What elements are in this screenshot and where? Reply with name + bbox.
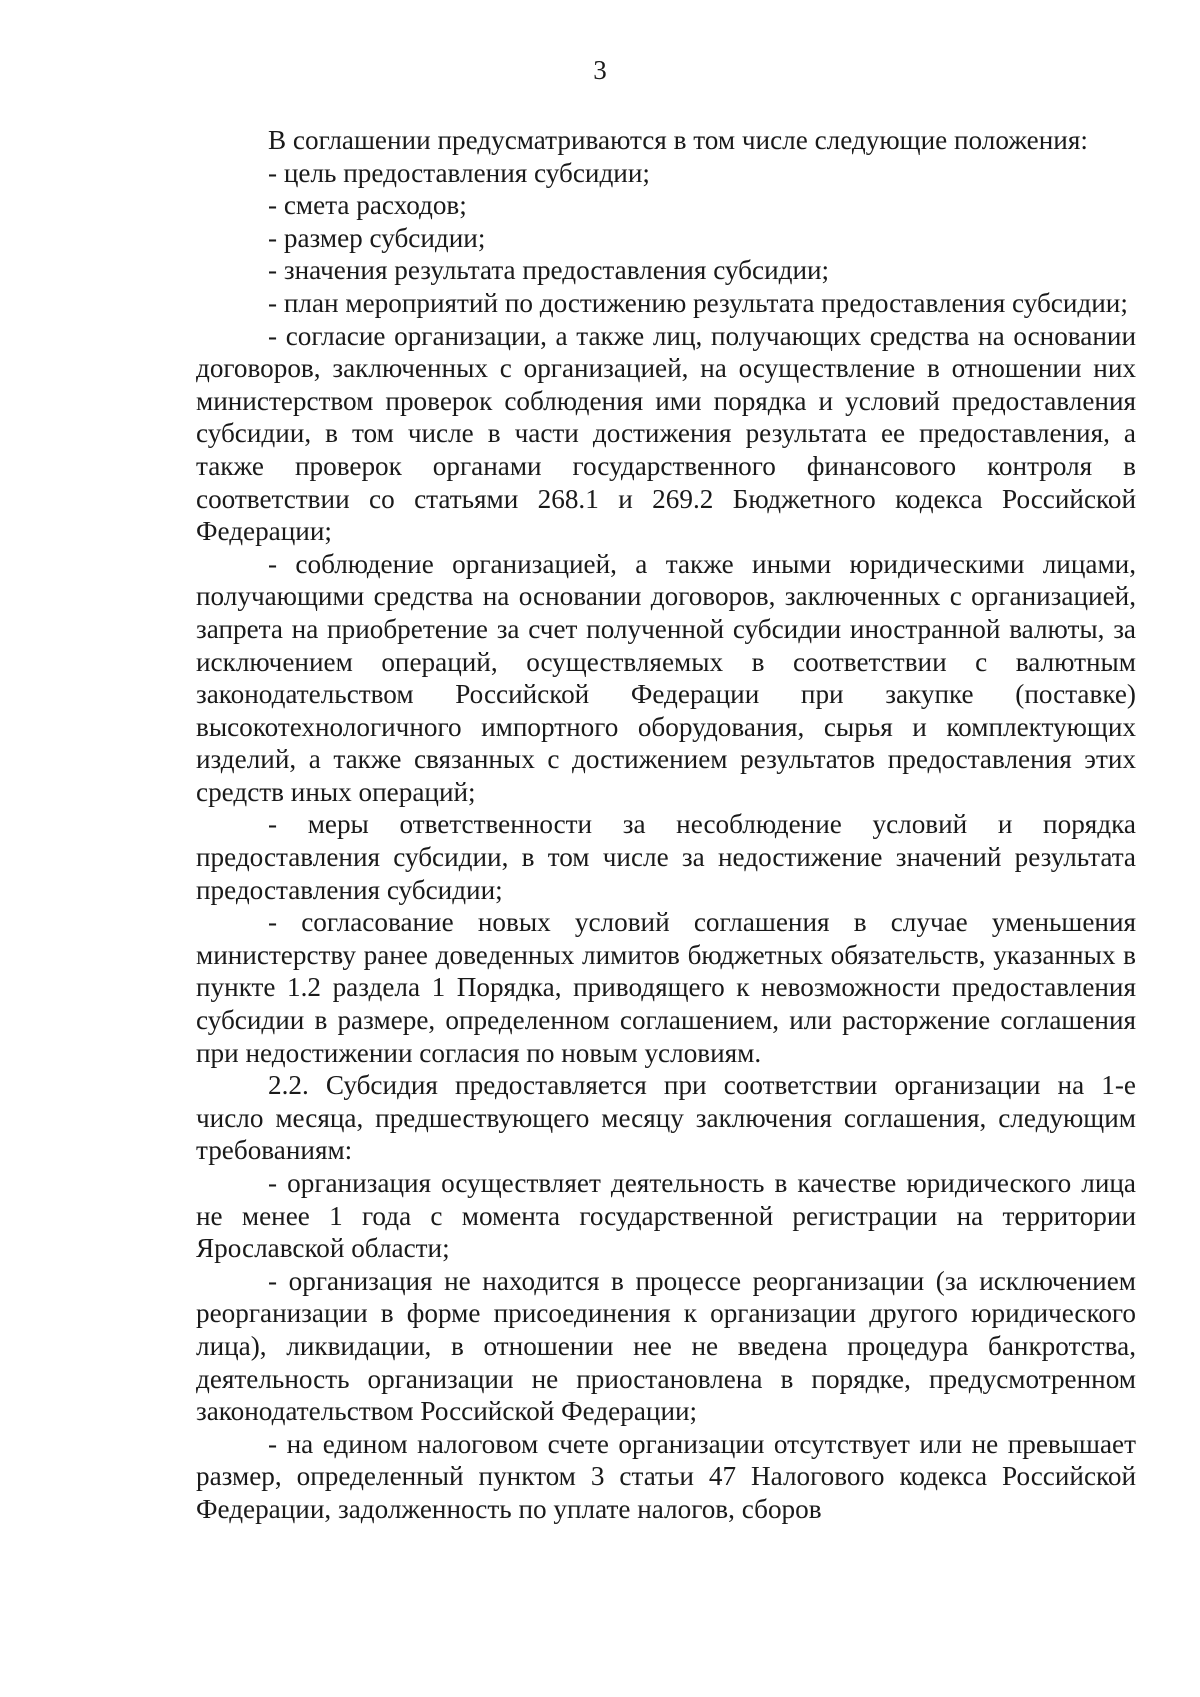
paragraph-list-item: - размер субсидии;: [268, 222, 486, 253]
paragraph-list-item: - план мероприятий по достижению результата предоставления субсидии;: [268, 287, 1128, 318]
document-body: [196, 124, 1136, 1526]
paragraph-list-item: - согласование новых условий соглашения в случае уменьшения министерству ранее доведенных лимитов бюджетных обязательств, указанных в пункте 1.2 раздела 1 Порядка, приводящего к невозможности предоставления субсидии в размере, определенном соглашением, или расторжение соглашения при недостижении согласия по новым условиям.: [196, 907, 1136, 1068]
paragraph-requirement: - организация не находится в процессе реорганизации (за исключением реорганизации в форме присоединения к организации другого юридического лица), ликвидации, в отношении нее не введена процедура банкротства, деятельность организации не приостановлена в порядке, предусмотренном законодательством Российской Федерации;: [196, 1265, 1136, 1427]
paragraph-list-item: - согласие организации, а также лиц, получающих средства на основании договоров, заключенных с организацией, на осуществление в отношении них министерством проверок соблюдения ими порядка и условий предоставления субсидии, в том числе в части достижения результата ее предоставления, а также проверок органами государственного финансового контроля в соответствии со статьями 268.1 и 269.2 Бюджетного кодекса Российской Федерации;: [196, 320, 1136, 547]
paragraph-intro: В соглашении предусматриваются в том числе следующие положения:: [268, 125, 1088, 155]
paragraph-list-item: - значения результата предоставления субсидии;: [268, 255, 830, 286]
paragraph-requirement: - организация осуществляет деятельность в качестве юридического лица не менее 1 года с момента государственной регистрации на территории Ярославской области;: [196, 1168, 1136, 1264]
paragraph-section-2-2: 2.2. Субсидия предоставляется при соответствии организации на 1-е число месяца, предшествующего месяцу заключения соглашения, следующим требованиям:: [196, 1070, 1136, 1166]
paragraph-list-item: - меры ответственности за несоблюдение условий и порядка предоставления субсидии, в том числе за недостижение значений результата предоставления субсидии;: [196, 809, 1136, 905]
paragraph-list-item: - смета расходов;: [268, 190, 467, 221]
paragraph-list-item: - цель предоставления субсидии;: [268, 157, 650, 188]
paragraph-requirement: - на едином налоговом счете организации отсутствует или не превышает размер, определенный пунктом 3 статьи 47 Налогового кодекса Российской Федерации, задолженность по уплате налогов, сборов: [196, 1428, 1136, 1524]
paragraph-list-item: - соблюдение организацией, а также иными юридическими лицами, получающими средства на основании договоров, заключенных с организацией, запрета на приобретение за счет полученной субсидии иностранной валюты, за исключением операций, осуществляемых в соответствии с валютным законодательством Российской Федерации при закупке (поставке) высокотехнологичного импортного оборудования, сырья и комплектующих изделий, а также связанных с достижением результатов предоставления этих средств иных операций;: [196, 548, 1136, 807]
page-number: 3: [593, 55, 607, 85]
